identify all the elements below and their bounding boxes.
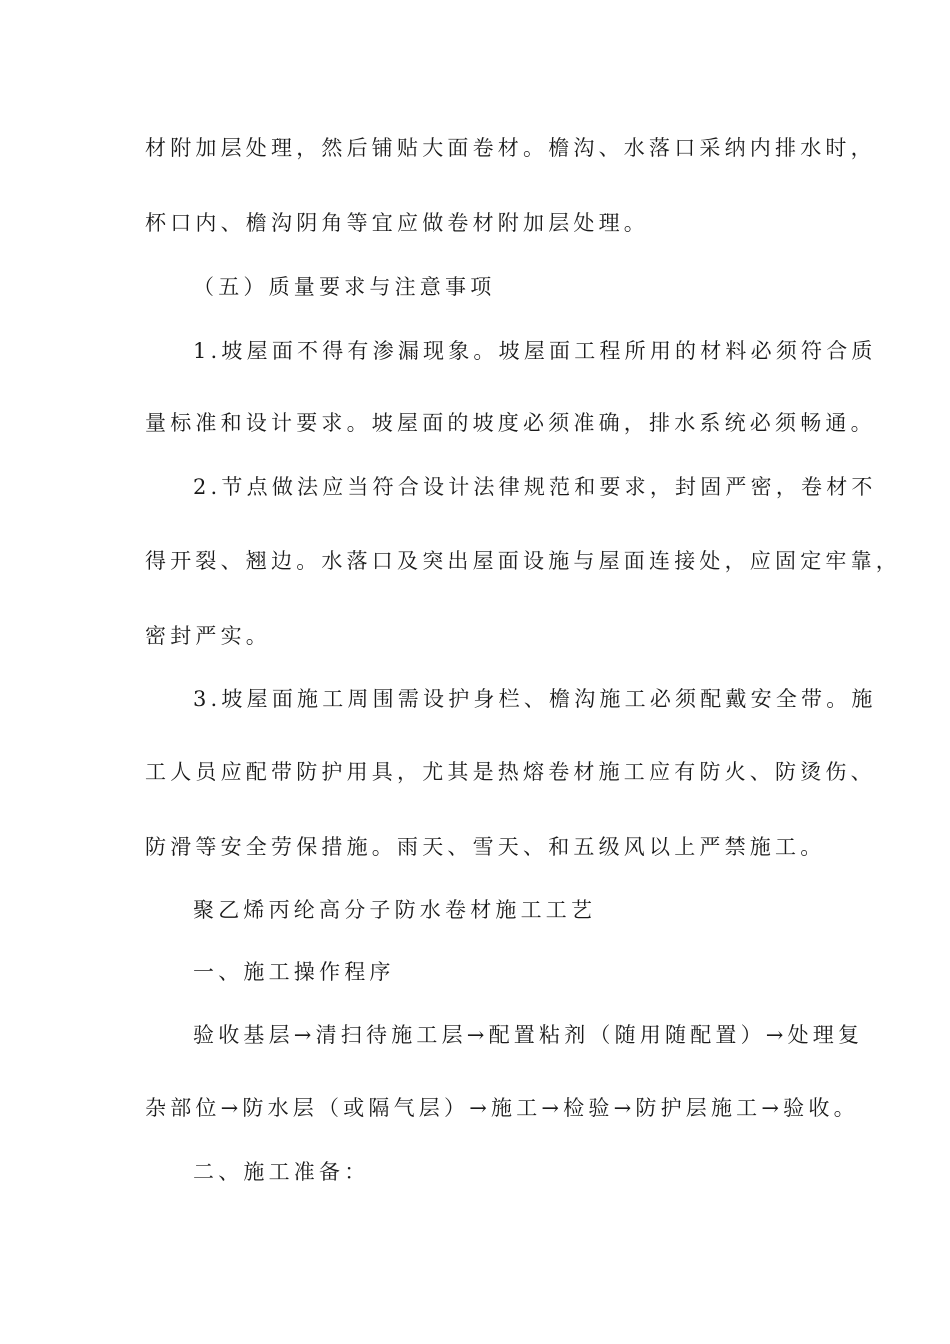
section-heading-quality: （五）质量要求与注意事项: [193, 275, 496, 299]
section-heading-preparation: 二、施工准备：: [193, 1160, 370, 1184]
paragraph-line-2: 杯口内、檐沟阴角等宜应做卷材附加层处理。: [145, 211, 649, 235]
list-item-1-line-2: 量标准和设计要求。坡屋面的坡度必须准确，排水系统必须畅通。: [145, 411, 876, 435]
list-item-2-line-3: 密封严实。: [145, 624, 271, 648]
list-item-2-line-1: 2.节点做法应当符合设计法律规范和要求，封固严密，卷材不: [193, 475, 877, 499]
paragraph-line-1: 材附加层处理，然后铺贴大面卷材。檐沟、水落口采纳内排水时，: [145, 136, 876, 160]
section-title-membrane-process: 聚乙烯丙纶高分子防水卷材施工工艺: [193, 898, 597, 922]
procedure-line-1: 验收基层→清扫待施工层→配置粘剂（随用随配置）→处理复: [193, 1023, 864, 1047]
list-item-3-line-1: 3.坡屋面施工周围需设护身栏、檐沟施工必须配戴安全带。施: [193, 687, 877, 711]
list-item-3-line-3: 防滑等安全劳保措施。雨天、雪天、和五级风以上严禁施工。: [145, 835, 826, 859]
section-heading-procedure: 一、施工操作程序: [193, 960, 395, 984]
list-item-2-line-2: 得开裂、翘边。水落口及突出屋面设施与屋面连接处，应固定牢靠，: [145, 549, 901, 573]
list-item-3-line-2: 工人员应配带防护用具，尤其是热熔卷材施工应有防火、防烫伤、: [145, 760, 876, 784]
list-item-1-line-1: 1.坡屋面不得有渗漏现象。坡屋面工程所用的材料必须符合质: [193, 339, 877, 363]
procedure-line-2: 杂部位→防水层（或隔气层）→施工→检验→防护层施工→验收。: [145, 1096, 859, 1120]
